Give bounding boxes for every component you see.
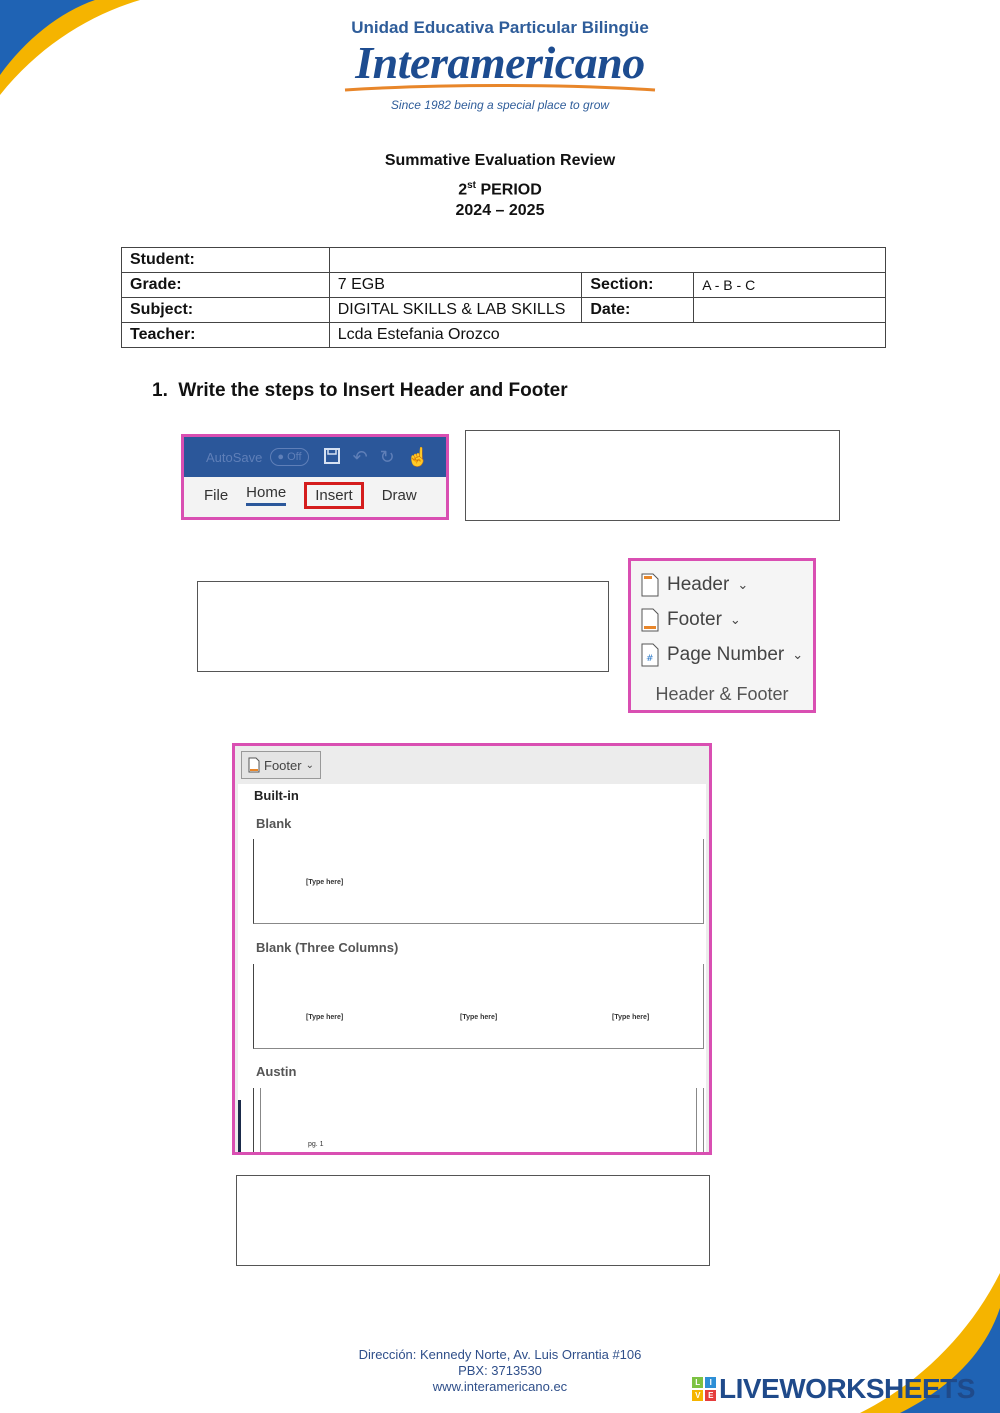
school-logo <box>335 14 665 124</box>
footer-gallery-screenshot <box>232 743 712 1155</box>
question-text: Write the steps to Insert Header and Footer <box>178 380 568 401</box>
chevron-down-icon: ⌄ <box>305 759 314 771</box>
gallery-body <box>238 784 706 1152</box>
answer-box-3[interactable] <box>236 1175 710 1266</box>
chevron-down-icon: ⌄ <box>737 576 749 592</box>
footer-dropdown-button: Footer ⌄ <box>241 751 321 779</box>
address-line: Dirección: Kennedy Norte, Av. Luis Orrantia #106 <box>358 1347 642 1362</box>
blank-three-columns-preview <box>253 964 704 1049</box>
table-row <box>122 273 886 298</box>
school-year: 2024 – 2025 <box>455 202 545 219</box>
header-label: Header <box>667 573 730 595</box>
blank-preview <box>253 839 704 924</box>
subject-label: Subject: <box>122 298 330 323</box>
autosave-toggle: ● Off <box>270 448 308 466</box>
header-item <box>631 567 813 602</box>
corner-decoration-top-left <box>0 0 145 100</box>
chevron-down-icon: ⌄ <box>729 611 741 627</box>
phone-line: PBX: 3713530 <box>458 1363 542 1378</box>
teacher-value: Lcda Estefania Orozco <box>329 323 885 348</box>
gallery-left-accent <box>238 1100 241 1152</box>
period-number: 2 <box>458 181 468 199</box>
footer-page-icon <box>248 757 260 773</box>
answer-box-1[interactable] <box>465 430 840 521</box>
type-here-text: [Type here] <box>460 1014 498 1021</box>
tab-insert: Insert <box>304 482 364 509</box>
header-page-icon <box>641 573 659 597</box>
section-label: Section: <box>582 273 694 298</box>
liveworksheets-watermark <box>692 1373 975 1405</box>
grade-label: Grade: <box>122 273 330 298</box>
type-here-text: [Type here] <box>306 879 344 886</box>
svg-text:#: # <box>646 653 654 664</box>
touch-icon: ☝ <box>406 446 430 467</box>
blank-three-columns-heading: Blank (Three Columns) <box>256 940 399 955</box>
tab-draw: Draw <box>381 486 417 504</box>
ribbon-tabs <box>184 477 446 513</box>
tab-file: File <box>204 486 229 504</box>
footer-label: Footer <box>667 608 722 630</box>
group-label: Header & Footer <box>655 684 789 704</box>
school-tagline: Since 1982 being a special place to grow <box>390 98 610 112</box>
section-value: A - B - C <box>694 273 886 298</box>
footer-page-icon <box>641 608 659 632</box>
document-title: Summative Evaluation Review <box>384 152 616 169</box>
save-icon <box>323 447 341 465</box>
footer-item <box>631 602 813 637</box>
question-number: 1. <box>152 380 168 401</box>
liveworksheets-mark-icon: L I V E <box>692 1377 716 1401</box>
austin-preview <box>253 1088 704 1152</box>
grade-value: 7 EGB <box>329 273 582 298</box>
period-suffix: st <box>467 180 476 191</box>
date-label: Date: <box>582 298 694 323</box>
period-word: PERIOD <box>480 181 542 199</box>
blank-heading: Blank <box>256 816 292 831</box>
redo-icon: ↻ <box>379 446 395 467</box>
built-in-heading: Built-in <box>254 788 299 803</box>
period-line <box>0 173 1000 198</box>
table-row <box>122 323 886 348</box>
tab-home: Home <box>246 484 286 506</box>
school-brand: Interamericano <box>355 37 645 88</box>
school-name-line: Unidad Educativa Particular Bilingüe <box>351 18 649 37</box>
page-hint-text: pg. 1 <box>308 1141 324 1148</box>
page-number-item <box>631 637 813 672</box>
ribbon-title-bar <box>184 437 446 477</box>
austin-heading: Austin <box>256 1064 297 1079</box>
ribbon-screenshot <box>181 434 449 520</box>
table-row <box>122 298 886 323</box>
type-here-text: [Type here] <box>612 1014 650 1021</box>
teacher-label: Teacher: <box>122 323 330 348</box>
undo-icon: ↶ <box>352 446 368 467</box>
liveworksheets-brand: LIVEWORKSHEETS <box>719 1373 975 1404</box>
page-number-label: Page Number <box>667 643 785 665</box>
header-footer-group-screenshot <box>628 558 816 713</box>
student-info-table <box>121 247 886 348</box>
autosave-label: AutoSave <box>206 449 263 465</box>
document-titles <box>0 148 1000 223</box>
date-field[interactable] <box>694 298 886 323</box>
answer-box-2[interactable] <box>197 581 609 672</box>
table-row <box>122 248 886 273</box>
type-here-text: [Type here] <box>306 1014 344 1021</box>
web-line: www.interamericano.ec <box>432 1379 568 1394</box>
page-number-icon <box>641 643 659 667</box>
question-1 <box>152 380 568 402</box>
subject-value: DIGITAL SKILLS & LAB SKILLS <box>329 298 582 323</box>
chevron-down-icon: ⌄ <box>792 646 804 662</box>
student-label: Student: <box>122 248 330 273</box>
student-field[interactable] <box>329 248 885 273</box>
